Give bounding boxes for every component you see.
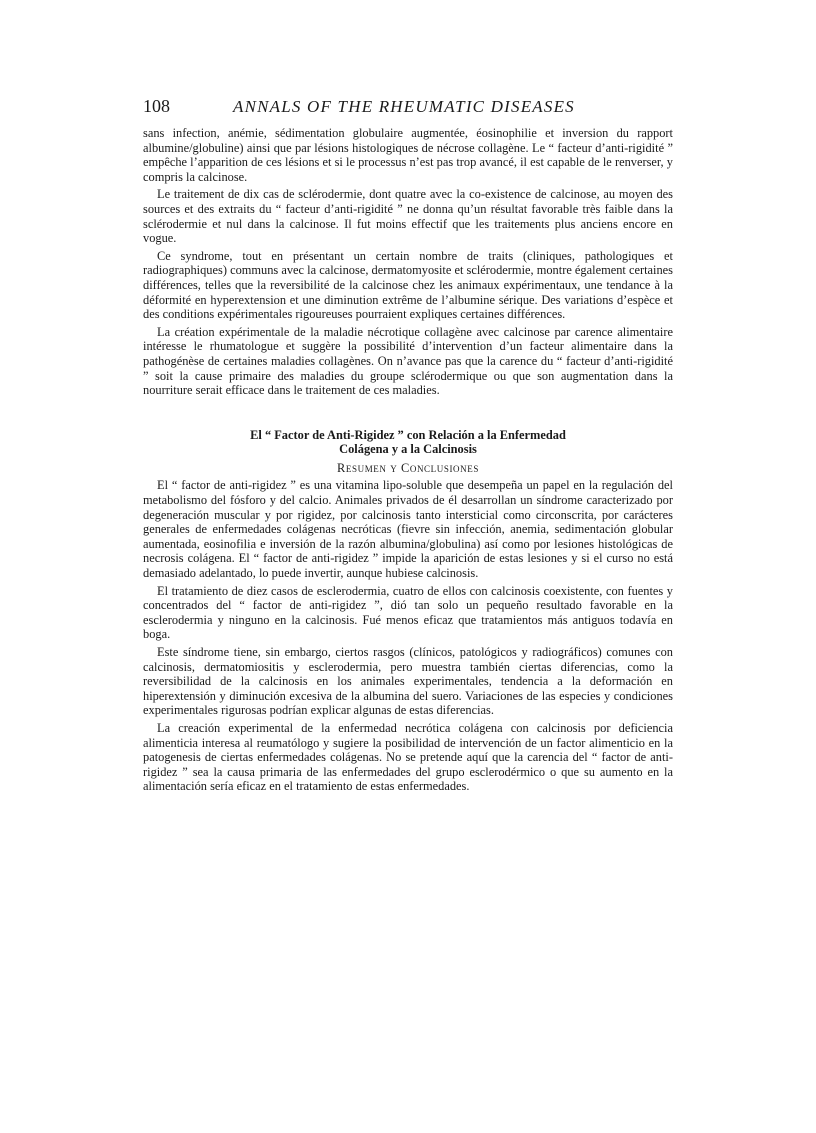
french-paragraph-1: sans infection, anémie, sédimentation globulaire augmentée, éosinophilie et inversion du rapport albumine/globuline) ainsi que par lésions histologiques de nécrose collagène. Le “ facteur d’anti-rigidité ” empêche l’apparition de ces lésions et si le processus n’est pas trop avancé, il est capable de le renverser, y compris la calcinose. (143, 126, 673, 184)
page-number: 108 (143, 96, 170, 116)
spanish-subheading: Resumen y Conclusiones (337, 460, 479, 475)
spanish-section-heading (143, 428, 673, 457)
french-paragraph-4: La création expérimentale de la maladie nécrotique collagène avec calcinose par carence alimentaire intéresse le rhumatologue et suggère la possibilité d’intervention d’un facteur alimentaire dans la pathogénèse de certaines maladies collagènes. On n’avance pas que la carence du “ facteur d’anti-rigidité ” soit la cause primaire des maladies du groupe sclérodermique ou que son augmentation dans la nourriture serait efficace dans le traitement de ces maladies. (143, 324, 673, 398)
french-paragraph-2: Le traitement de dix cas de sclérodermie, dont quatre avec la co-existence de calcinose, au moyen des sources et des extraits du “ facteur d’anti-rigidité ” ne donna qu’un résultat favorable très faible dans la sclérodermie et nul dans la calcinose. Il fut moins effectif que les traitements plus anciens encore en vogue. (143, 187, 673, 246)
spanish-paragraph-1: El “ factor de anti-rigidez ” es una vitamina lipo-soluble que desempeña un papel en la regulación del metabolismo del fósforo y del calcio. Animales privados de él desarrollan un síndrome caracterizado por degeneración muscular y por rigidez, por calcinosis tanto intersticial como circonscrita, por carácteres generales de enfermedades colágenas necróticas (fievre sin infección, anemia, sedimentación globular aumentada, eosinofilia e inversión de la razón albumina/globulina) así como por lesiones histológicas de necrosis colágena. El “ factor de anti-rigidez ” impide la aparición de estas lesiones y si el curso no está demasiado adelantado, lo puede invertir, aunque hubiese calcinosis. (143, 478, 673, 581)
spanish-heading-line-1: El “ Factor de Anti-Rigidez ” con Relación a la Enfermedad (250, 427, 566, 442)
french-summary (143, 126, 673, 398)
journal-title: ANNALS OF THE RHEUMATIC DISEASES (233, 97, 575, 116)
spanish-paragraph-4: La creación experimental de la enfermedad necrótica colágena con calcinosis por deficiencia alimenticia interesa al reumatólogo y sugiere la posibilidad de intervención de un factor alimenticio en la patogenesis de ciertas enfermedades colágenas. No se pretende aquí que la carencia del “ factor de anti-rigidez ” sea la causa primaria de las enfermedades del grupo esclerodérmico o que su aumento en la alimentación sería eficaz en el tratamiento de estas enfermedades. (143, 720, 673, 794)
spanish-paragraph-3: Este síndrome tiene, sin embargo, ciertos rasgos (clínicos, patológicos y radiográficos) comunes con calcinosis, dermatomiositis y esclerodermia, pero muestra también ciertas diferencias, como la reversibilidad de la calcinosis en los animales experimentales, tendencia a la deformación en hiperextensión y diminución excesiva de la albumina del suero. Variaciones de las especies y condiciones experimentales rigurosas podrían explicar algunas de estas diferencias. (143, 645, 673, 718)
spanish-paragraph-2: El tratamiento de diez casos de esclerodermia, cuatro de ellos con calcinosis coexistente, con fuentes y concentrados del “ factor de anti-rigidez ”, dió tan solo un pequeño resultado favorable en la esclerodermia y ninguno en la calcinosis. Fué menos eficaz que tratamientos más antiguos todavía en boga. (143, 583, 673, 642)
spanish-summary (143, 478, 673, 793)
journal-page (143, 96, 673, 794)
running-head (143, 96, 673, 122)
french-paragraph-3: Ce syndrome, tout en présentant un certain nombre de traits (cliniques, pathologiques et radiographiques) communs avec la calcinose, dermatomyosite et sclérodermie, montre également certaines différences, telles que la reversibilité de la calcinose chez les animaux expérimentaux, une tendance à la déformité en hyperextension et une diminution extrême de l’albumine sérique. Des variations d’espèce et des conditions expérimentales rigoureuses pourraient expliques certaines différences. (143, 248, 673, 322)
spanish-heading-line-2: Colágena y a la Calcinosis (339, 442, 477, 457)
